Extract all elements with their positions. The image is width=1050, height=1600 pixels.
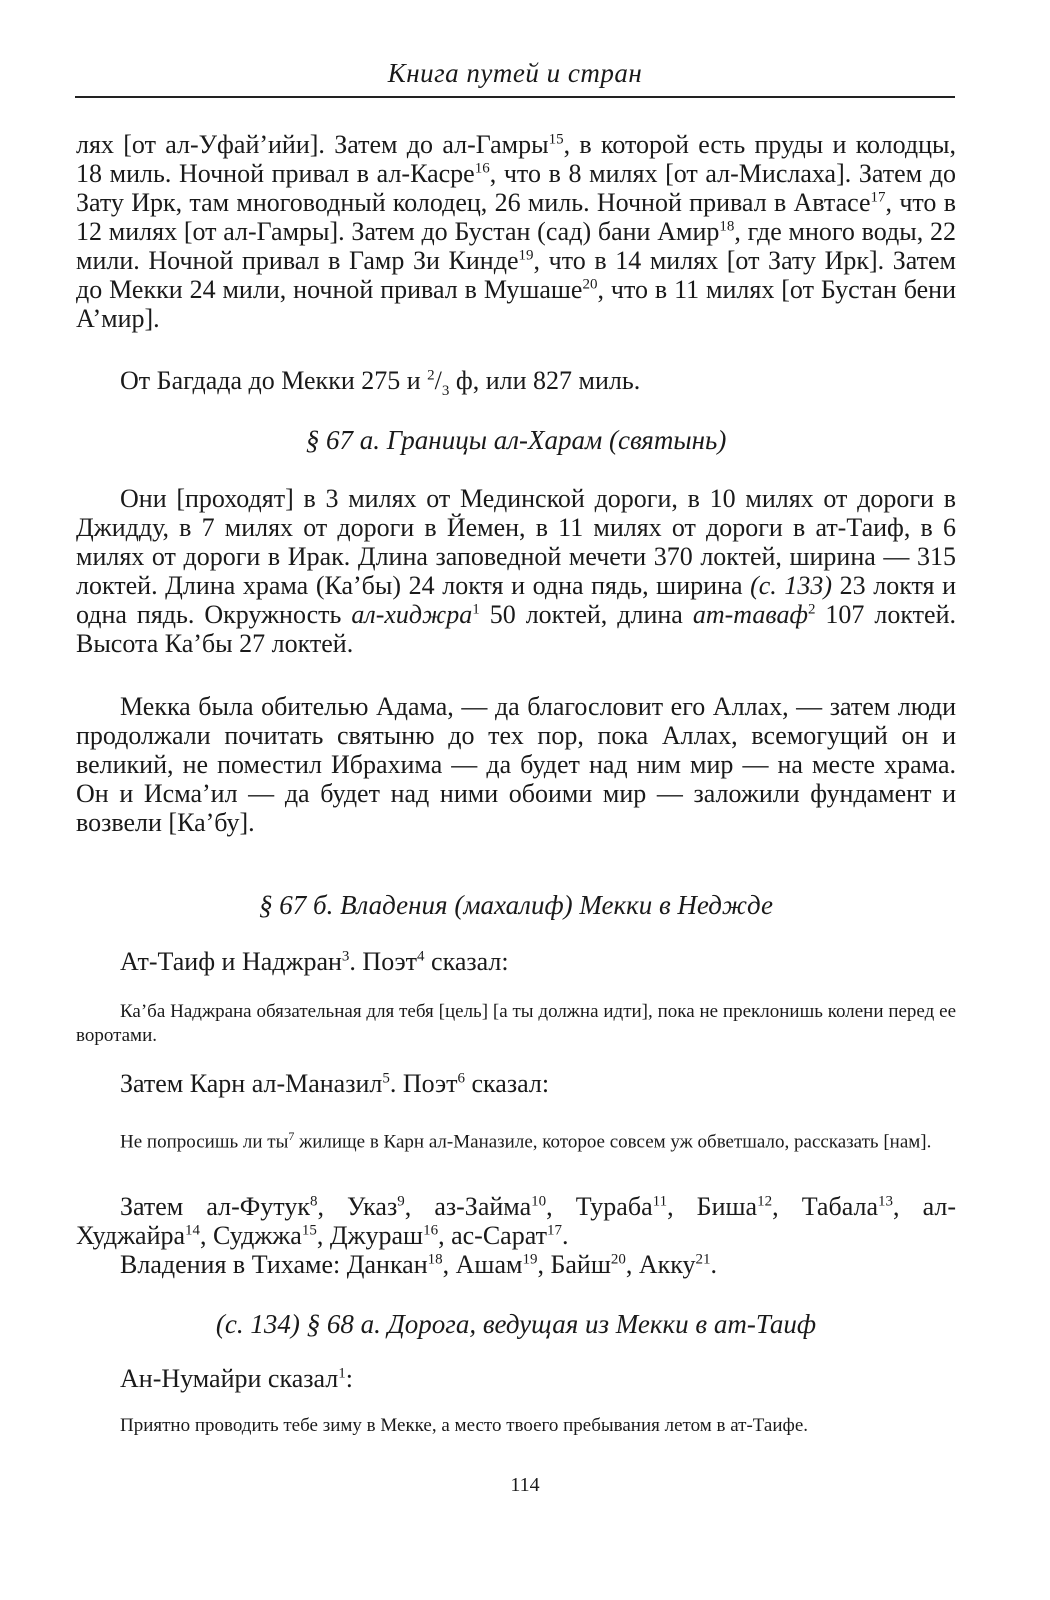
text-run: От Багдада до Мекки 275 и xyxy=(120,366,428,395)
footnote-ref: 8 xyxy=(309,1193,318,1210)
text-run: , в которой есть пруды и колодцы, 18 миль. Ночной привал в ал-Касре xyxy=(76,130,956,188)
text-run: , что в 11 милях [от Бустан бени А’мир]. xyxy=(76,275,956,333)
footnote-ref: 16 xyxy=(423,1222,439,1239)
verse-quote-1: Ка’ба Наджрана обязательная для тебя [цель] [а ты должна идти], пока не преклонишь колени перед ее воротами. xyxy=(76,1001,956,1046)
text-run: , Указ xyxy=(317,1192,398,1221)
fraction-denominator: 3 xyxy=(441,383,450,400)
footnote-ref: 3 xyxy=(341,948,350,965)
footnote-ref: 20 xyxy=(582,276,598,293)
footnote-ref: 13 xyxy=(878,1193,893,1210)
footnote-ref: 21 xyxy=(695,1251,711,1268)
footnote-ref: 14 xyxy=(185,1222,201,1239)
footnote-ref: 18 xyxy=(427,1251,443,1268)
fraction-numerator: 2 xyxy=(427,367,435,384)
paragraph-taif-najran xyxy=(76,947,956,976)
footnote-ref: 16 xyxy=(474,160,490,177)
text-run: , ас-Сарат xyxy=(438,1221,547,1250)
text-run: Затем ал-Футук xyxy=(120,1192,310,1221)
text-run: Ан-Нумайри сказал xyxy=(120,1364,339,1393)
footnote-ref: 15 xyxy=(301,1222,317,1239)
page-reference: (с. 133) xyxy=(750,571,833,600)
text-run: Владения в Тихаме: Данкан xyxy=(120,1250,428,1279)
text-run: , Тураба xyxy=(546,1192,653,1221)
footnote-ref: 15 xyxy=(548,131,564,148)
footnote-ref: 9 xyxy=(397,1193,405,1210)
header-rule xyxy=(75,96,955,98)
text-run: Затем Карн ал-Маназил xyxy=(120,1069,383,1098)
section-heading-67a: § 67 а. Границы ал-Харам (святынь) xyxy=(305,425,727,455)
verse-quote-3: Приятно проводить тебе зиму в Мекке, а место твоего пребывания летом в ат-Таифе. xyxy=(120,1415,809,1436)
footnote-ref: 7 xyxy=(288,1129,295,1143)
section-heading-67b: § 67 б. Владения (махалиф) Мекки в Неджде xyxy=(258,890,773,920)
footnote-ref: 19 xyxy=(522,1251,538,1268)
text-run: ф, или 827 миль. xyxy=(449,366,641,395)
footnote-ref: 5 xyxy=(382,1070,390,1087)
text-run: , Ашам xyxy=(442,1250,523,1279)
footnote-ref: 12 xyxy=(757,1193,773,1210)
verse-quote-2 xyxy=(76,1124,956,1154)
text-run: , Суджжа xyxy=(200,1221,302,1250)
text-run: , Биша xyxy=(667,1192,758,1221)
footnote-ref: 17 xyxy=(546,1222,562,1239)
paragraph-route-to-mecca xyxy=(76,130,956,333)
text-run: Они [проходят] в 3 милях от Мединской дороги, в 10 милях от дороги в Джидду, в 7 милях от дороги в Йемен, в 11 милях от дороги в ат-Таиф, в 6 милях от дороги в Ирак. Длина заповедной мечети 370 локтей, ширина — 315 локтей. Длина храма (Ка’бы) 24 локтя и одна пядь, ширина xyxy=(76,484,956,600)
paragraph-distance-summary xyxy=(76,366,956,406)
term-al-hidjra: ал-хиджра xyxy=(351,600,473,629)
footnote-ref: 10 xyxy=(531,1193,547,1210)
footnote-ref: 20 xyxy=(610,1251,626,1268)
text-run: Не попросишь ли ты xyxy=(120,1131,289,1153)
text-run: сказал: xyxy=(424,947,509,976)
footnote-ref: 11 xyxy=(652,1193,668,1210)
text-run: Ат-Таиф и Наджран xyxy=(120,947,342,976)
text-run: , аз-Займа xyxy=(404,1192,532,1221)
text-run: / xyxy=(434,366,442,395)
text-run: 50 локтей, длина xyxy=(479,600,693,629)
text-run: . xyxy=(561,1221,569,1250)
paragraph-an-numayri xyxy=(76,1364,956,1393)
text-run: 107 локтей. Высота Ка’бы 27 локтей. xyxy=(76,600,956,658)
footnote-ref: 2 xyxy=(807,601,816,618)
paragraph-qarn-al-manazil xyxy=(76,1069,956,1098)
text-run: . Поэт xyxy=(349,947,418,976)
text-run: , ал-Худжайра xyxy=(76,1192,957,1250)
text-run: 23 локтя и одна пядь. Окружность xyxy=(76,571,957,629)
paragraph-tihama xyxy=(76,1250,956,1279)
text-run: , Джураш xyxy=(316,1221,424,1250)
text-run: : xyxy=(345,1364,353,1393)
text-run: , Табала xyxy=(772,1192,878,1221)
text-run: , Акку xyxy=(625,1250,696,1279)
text-run: жилище в Карн ал-Маназиле, которое совсем уж обветшало, рассказать [нам]. xyxy=(294,1131,932,1153)
paragraph-mecca-adam: Мекка была обителью Адама, — да благословит его Аллах, — затем люди продолжали почитать святыню до тех пор, пока Аллах, всемогущий он и великий, не поместил Ибрахима — да будет над ним мир — на месте храма. Он и Исма’ил — да будет над ними обоими мир — заложили фундамент и возвели [Ка’бу]. xyxy=(76,692,956,837)
text-run: лях [от ал-Уфай’ийи]. Затем до ал-Гамры xyxy=(76,130,549,159)
page-number: 114 xyxy=(510,1474,540,1496)
footnote-ref: 19 xyxy=(518,247,534,264)
running-head: Книга путей и стран xyxy=(387,58,643,88)
section-heading-68a: (с. 134) § 68 а. Дорога, ведущая из Мекки в ат-Таиф xyxy=(215,1309,817,1339)
term-at-tawaf: ат-таваф xyxy=(692,600,808,629)
text-run: , где много воды, 22 мили. Ночной привал в Гамр Зи Кинде xyxy=(76,217,956,275)
footnote-ref: 1 xyxy=(338,1365,346,1382)
paragraph-haram-boundaries xyxy=(76,484,956,658)
paragraph-districts-list xyxy=(76,1192,956,1250)
footnote-ref: 6 xyxy=(457,1070,465,1087)
text-run: сказал: xyxy=(465,1069,550,1098)
footnote-ref: 17 xyxy=(870,189,886,206)
text-run: , что в 14 милях [от Зату Ирк]. Затем до Мекки 24 мили, ночной привал в Мушаше xyxy=(76,246,956,304)
footnote-ref: 1 xyxy=(472,601,480,618)
text-run: . Поэт xyxy=(389,1069,458,1098)
text-run: , Байш xyxy=(537,1250,611,1279)
text-run: , что в 12 милях [от ал-Гамры]. Затем до Бустан (сад) бани Амир xyxy=(76,188,956,246)
footnote-ref: 4 xyxy=(417,948,425,965)
text-run: , что в 8 милях [от ал-Мислаха]. Затем до Зату Ирк, там многоводный колодец, 26 миль. Ночной привал в Автасе xyxy=(76,159,957,217)
text-run: . xyxy=(710,1250,718,1279)
footnote-ref: 18 xyxy=(719,218,735,235)
